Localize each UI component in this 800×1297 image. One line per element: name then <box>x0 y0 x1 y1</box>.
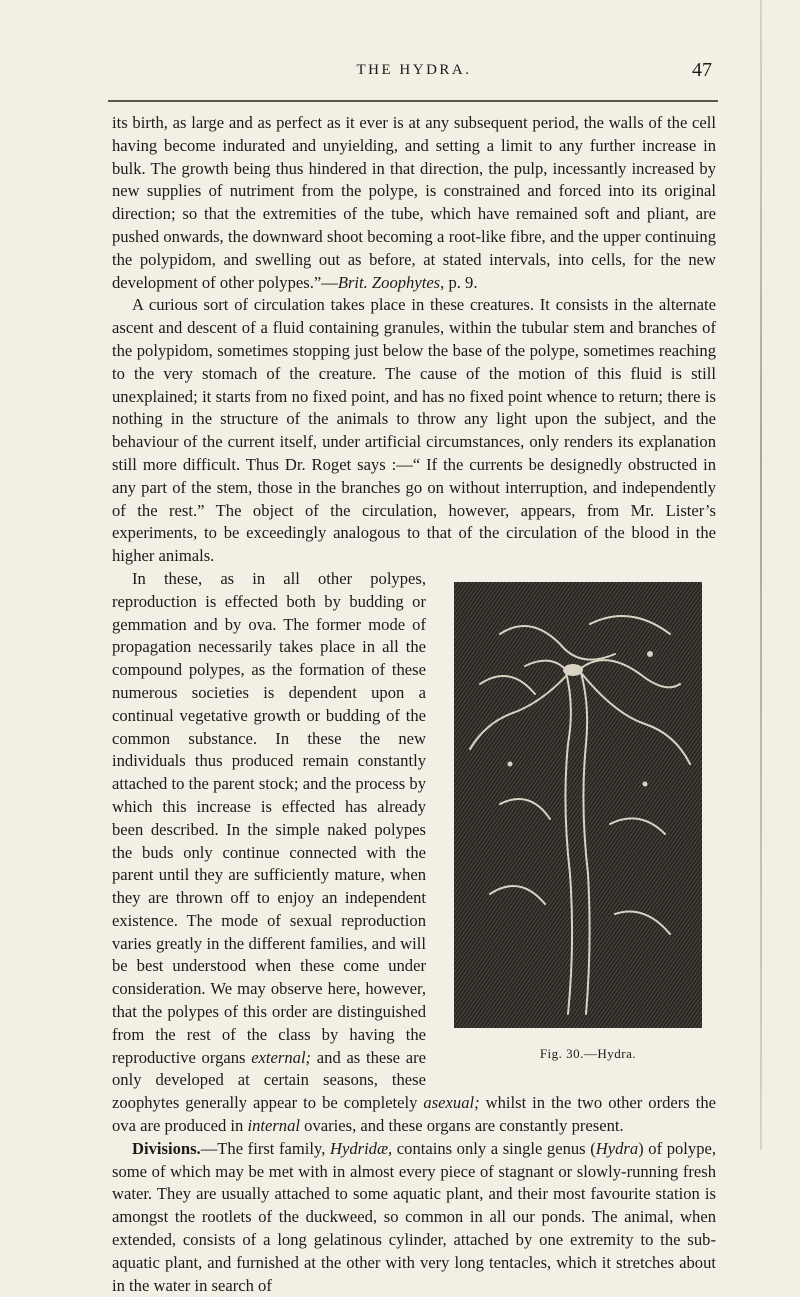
hydra-illustration <box>440 574 716 1034</box>
running-title: THE HYDRA. <box>356 62 472 78</box>
paragraph-1: its birth, as large and as perfect as it ever is at any subsequent period, the walls of the cell having become indurated and unyielding, and setting a limit to any further increase in bulk. The growth being thus hindered in that direction, the pulp, incessantly increased by new supplies of nutriment from the polype, is constrained and forced into its original direction; so that the extremities of the tube, which have remained soft and pliant, are pushed onwards, the downward shoot becoming a root-like fibre, and the upper continuing the polypidom, and swelling out as before, at stated intervals, into cells, for the new development of other polypes.”—Brit. Zoophytes, p. 9. <box>112 113 716 292</box>
header-rule <box>108 100 718 102</box>
page-number: 47 <box>692 59 712 81</box>
paragraph-3: Fig. 30.—Hydra. In these, as in all other polypes, reproduction is effected both by budding or gemmation and by ova. The former mode of propagation necessarily takes place in all the compound polypes, as the formation of these numerous societies is dependent upon a continual vegetative growth or budding of the common substance. In these the new individuals thus produced remain constantly attached to the parent stock; and the process by which this increase is effected has already been described. In the simple naked polypes the buds only continue connected with the parent until they are sufficiently mature, when they are thrown off to enjoy an independent existence. The mode of sexual reproduction varies greatly in the different families, and will be best understood when these come under consideration. We may observe here, however, that the polypes of this order are distinguished from the rest of the class by having the reproductive organs external; and as these are only developed at certain seasons, these zoophytes generally appear to be completely asexual; whilst in the two other orders the ova are produced in internal ovaries, and these organs are constantly present. <box>112 568 716 1136</box>
figure-caption: Fig. 30.—Hydra. <box>539 1046 637 1062</box>
body-text <box>112 112 716 1297</box>
paragraph-2: A curious sort of circulation takes place in these creatures. It consists in the alternate ascent and descent of a fluid containing granules, within the tubular stem and branches of the polypidom, sometimes stopping just below the base of the polype, sometimes reaching to the very stomach of the creature. The cause of the motion of this fluid is still unexplained; it starts from no fixed point, and has no fixed point whence to return; there is nothing in the structure of the animals to throw any light upon the subject, and the behaviour of the current itself, under artificial circumstances, only renders its explanation still more difficult. Thus Dr. Roget says :—“ If the currents be designedly obstructed in any part of the stem, those in the branches go on without interruption, and independently of the rest.” The object of the circulation, however, appears, from Mr. Lister’s experiments, to be exceedingly analogous to that of the circulation of the blood in the higher animals. <box>112 295 716 566</box>
section-runin-divisions: Divisions. <box>132 1138 201 1158</box>
figure-hydra <box>440 574 716 1070</box>
citation: Brit. Zoophytes <box>337 272 441 292</box>
paragraph-4: Divisions.—The first family, Hydridæ, contains only a single genus (Hydra) of polype, some of which may be met with in almost every piece of stagnant or slowly-running fresh water. They are usually attached to some aquatic plant, and their most favourite station is amongst the rootlets of the duckweed, so common in all our ponds. The animal, when extended, consists of a long gelatinous cylinder, attached by one extremity to the sub-aquatic plant, and furnished at the other with very long tentacles, which it stretches about in the water in search of <box>112 1138 717 1295</box>
page-edge <box>760 0 762 1150</box>
page-header <box>112 59 716 86</box>
